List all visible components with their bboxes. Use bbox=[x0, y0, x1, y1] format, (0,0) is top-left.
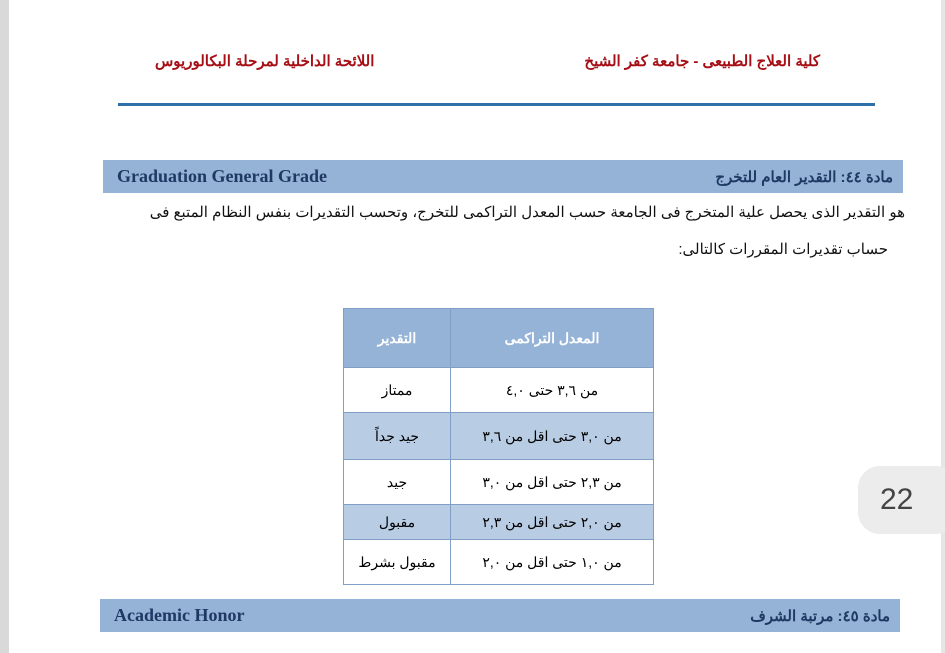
table-row bbox=[344, 540, 654, 585]
page-number-badge: 22 bbox=[858, 466, 945, 534]
gpa-cell: من ٣,٦ حتى ٤,٠ bbox=[451, 368, 654, 413]
paragraph-line-1: هو التقدير الذى يحصل علية المتخرج فى الجامعة حسب المعدل التراكمى للتخرج، وتحسب التقديرات بنفس النظام المتبع فى bbox=[149, 204, 905, 221]
header-divider bbox=[118, 103, 875, 106]
table-row bbox=[344, 413, 654, 460]
table-row bbox=[344, 505, 654, 540]
gpa-cell: من ٢,٠ حتى اقل من ٢,٣ bbox=[451, 505, 654, 540]
table-row bbox=[344, 368, 654, 413]
right-edge bbox=[941, 0, 945, 653]
left-edge bbox=[0, 0, 9, 653]
gpa-cell: من ١,٠ حتى اقل من ٢,٠ bbox=[451, 540, 654, 585]
grade-cell: جيد bbox=[344, 460, 451, 505]
section-44-bar bbox=[103, 160, 903, 193]
grade-cell: ممتاز bbox=[344, 368, 451, 413]
section-44-english: Graduation General Grade bbox=[117, 166, 327, 186]
header-right-title: كلية العلاج الطبيعى - جامعة كفر الشيخ bbox=[584, 53, 820, 70]
paragraph-line-2: حساب تقديرات المقررات كالتالى: bbox=[678, 241, 888, 258]
section-45-english: Academic Honor bbox=[114, 605, 245, 625]
header-gpa: المعدل التراكمى bbox=[451, 309, 654, 368]
grade-table bbox=[343, 308, 654, 585]
grade-cell: مقبول بشرط bbox=[344, 540, 451, 585]
header-left-title: اللائحة الداخلية لمرحلة البكالوريوس bbox=[155, 53, 375, 70]
header-grade: التقدير bbox=[344, 309, 451, 368]
gpa-cell: من ٢,٣ حتى اقل من ٣,٠ bbox=[451, 460, 654, 505]
grade-cell: مقبول bbox=[344, 505, 451, 540]
grade-cell: جيد جداً bbox=[344, 413, 451, 460]
section-45-bar bbox=[100, 599, 900, 632]
section-44-arabic: مادة ٤٤: التقدير العام للتخرج bbox=[715, 168, 893, 186]
section-45-arabic: مادة ٤٥: مرتبة الشرف bbox=[750, 607, 890, 625]
table-header-row bbox=[344, 309, 654, 368]
table-row bbox=[344, 460, 654, 505]
gpa-cell: من ٣,٠ حتى اقل من ٣,٦ bbox=[451, 413, 654, 460]
